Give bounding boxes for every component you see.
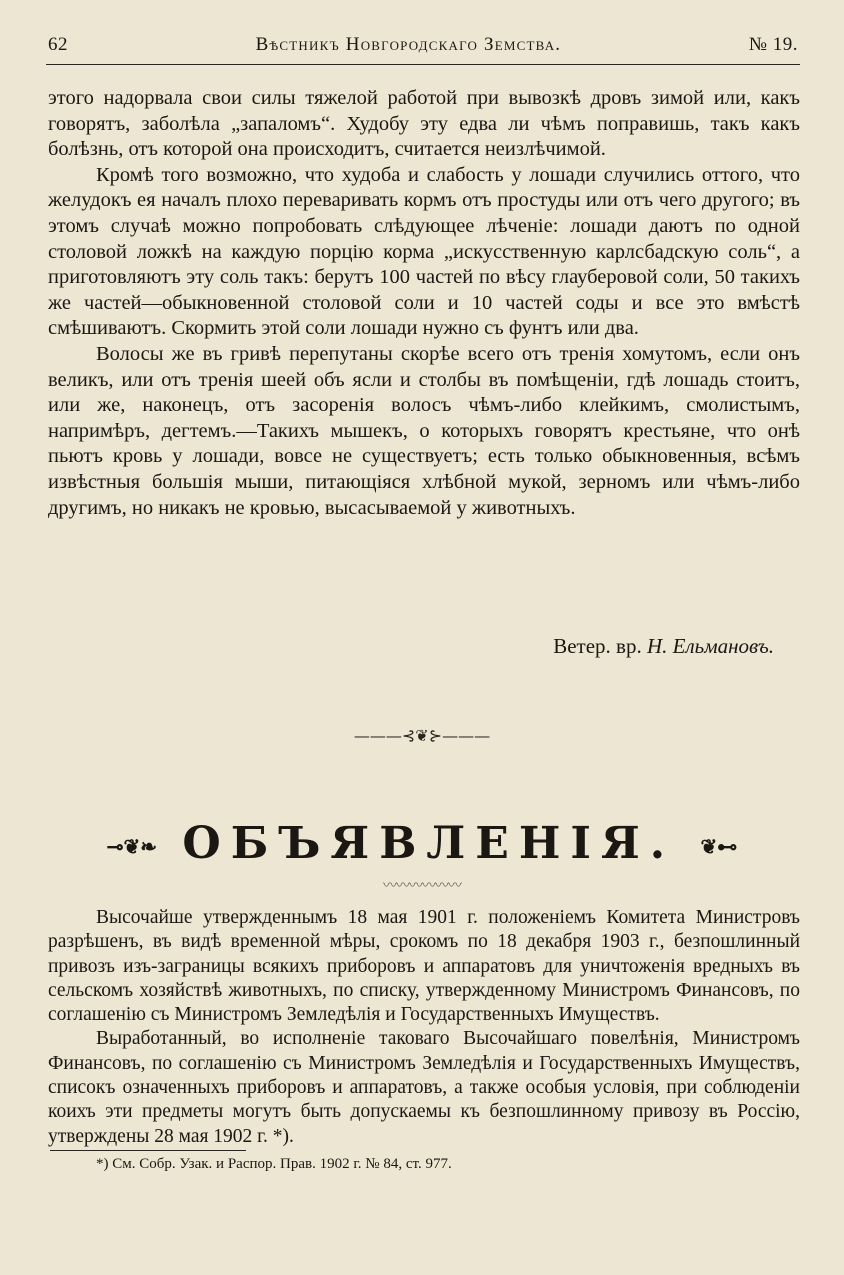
announcements-heading (0, 818, 844, 869)
article-paragraph-3: Волосы же въ гривѣ перепутаны скорѣе всего отъ тренія хомутомъ, если онъ великъ, или отъ тренія шеей объ ясли и столбы въ помѣщеніи, гдѣ лошадь стоитъ, или же, наконецъ, отъ засоренія волосъ чѣмъ-либо клейкимъ, смолистымъ, напримѣръ, дегтемъ.—Такихъ мышекъ, о которыхъ говорятъ крестьяне, что онѣ пьютъ кровь у лошади, вовсе не существуетъ; есть только обыкновенныя, всѣмъ извѣстныя большія мыши, питающіяся хлѣбной мукой, зерномъ или чѣмъ-либо другимъ, но никакъ не кровью, высасываемой у животныхъ. (48, 342, 800, 519)
footnote: *) См. Собр. Узак. и Распор. Прав. 1902 г. № 84, ст. 977. (96, 1156, 452, 1172)
header-rule (46, 64, 800, 65)
flourish-left-icon: ⊸❦❧ (106, 834, 158, 859)
signature-prefix: Ветер. вр. (553, 634, 642, 658)
signature-name: Н. Ельмановъ. (646, 634, 774, 658)
journal-title: Вѣстникъ Новгородскаго Земства. (255, 34, 562, 55)
article-paragraph-1: этого надорвала свои силы тяжелой работой при вывозкѣ дровъ зимой или, какъ говорятъ, заболѣла „запаломъ“. Худобу эту едва ли чѣмъ поправишь, такъ какъ болѣзнь, отъ которой она происходитъ, считается неизлѣчимой. (48, 87, 800, 161)
footnote-rule (50, 1150, 246, 1151)
announcement-paragraph-2: Выработанный, во исполненіе таковаго Высочайшаго повелѣнія, Министромъ Финансовъ, по соглашенію съ Министромъ Земледѣлія и Государственныхъ Имуществъ, списокъ означенныхъ приборовъ и аппаратовъ, а также особыя условія, при соблюденіи коихъ эти предметы могутъ быть допускаемы къ безпошлинному привозу въ Россію, утверждены 28 мая 1902 г. *). (48, 1028, 800, 1147)
heading-underline-ornament: 〰〰〰〰〰〰 (383, 878, 461, 894)
flourish-right-icon: ❦⊷ (700, 834, 738, 859)
issue-number: № 19. (748, 34, 798, 55)
page-number: 62 (48, 34, 68, 55)
running-header (48, 34, 798, 56)
article-signature (553, 634, 774, 659)
article-body (48, 86, 800, 521)
announcement-paragraph-1: Высочайше утвержденнымъ 18 мая 1901 г. положеніемъ Комитета Министровъ разрѣшенъ, въ видѣ временной мѣры, срокомъ по 18 декабря 1903 г., безпошлинный привозъ изъ-заграницы всякихъ приборовъ и аппаратовъ для уничтоженія вредныхъ въ сельскомъ хозяйствѣ животныхъ, по списку, утвержденному Министромъ Финансовъ, по соглашенію съ Министромъ Земледѣлія и Государственныхъ Имуществъ. (48, 907, 800, 1026)
section-divider-ornament: ———⊰❦⊱——— (353, 726, 491, 745)
article-paragraph-2: Кромѣ того возможно, что худоба и слабость у лошади случились оттого, что желудокъ ея началъ плохо переваривать кормъ отъ простуды или отъ чего другого; въ этомъ случаѣ можно попробовать слѣдующее лѣченіе: лошади даютъ по одной столовой ложкѣ на каждую порцію корма „искусственную карлсбадскую соль“, а приготовляютъ эту соль такъ: берутъ 100 частей по вѣсу глауберовой соли, 50 такихъ же частей—обыкновенной столовой соли и 10 частей соды и все это вмѣстѣ смѣшиваютъ. Скормить этой соли лошади нужно съ фунтъ или два. (48, 163, 800, 340)
announcement-body (48, 906, 800, 1149)
announcements-title: ОБЪЯВЛЕНІЯ. (182, 818, 676, 869)
